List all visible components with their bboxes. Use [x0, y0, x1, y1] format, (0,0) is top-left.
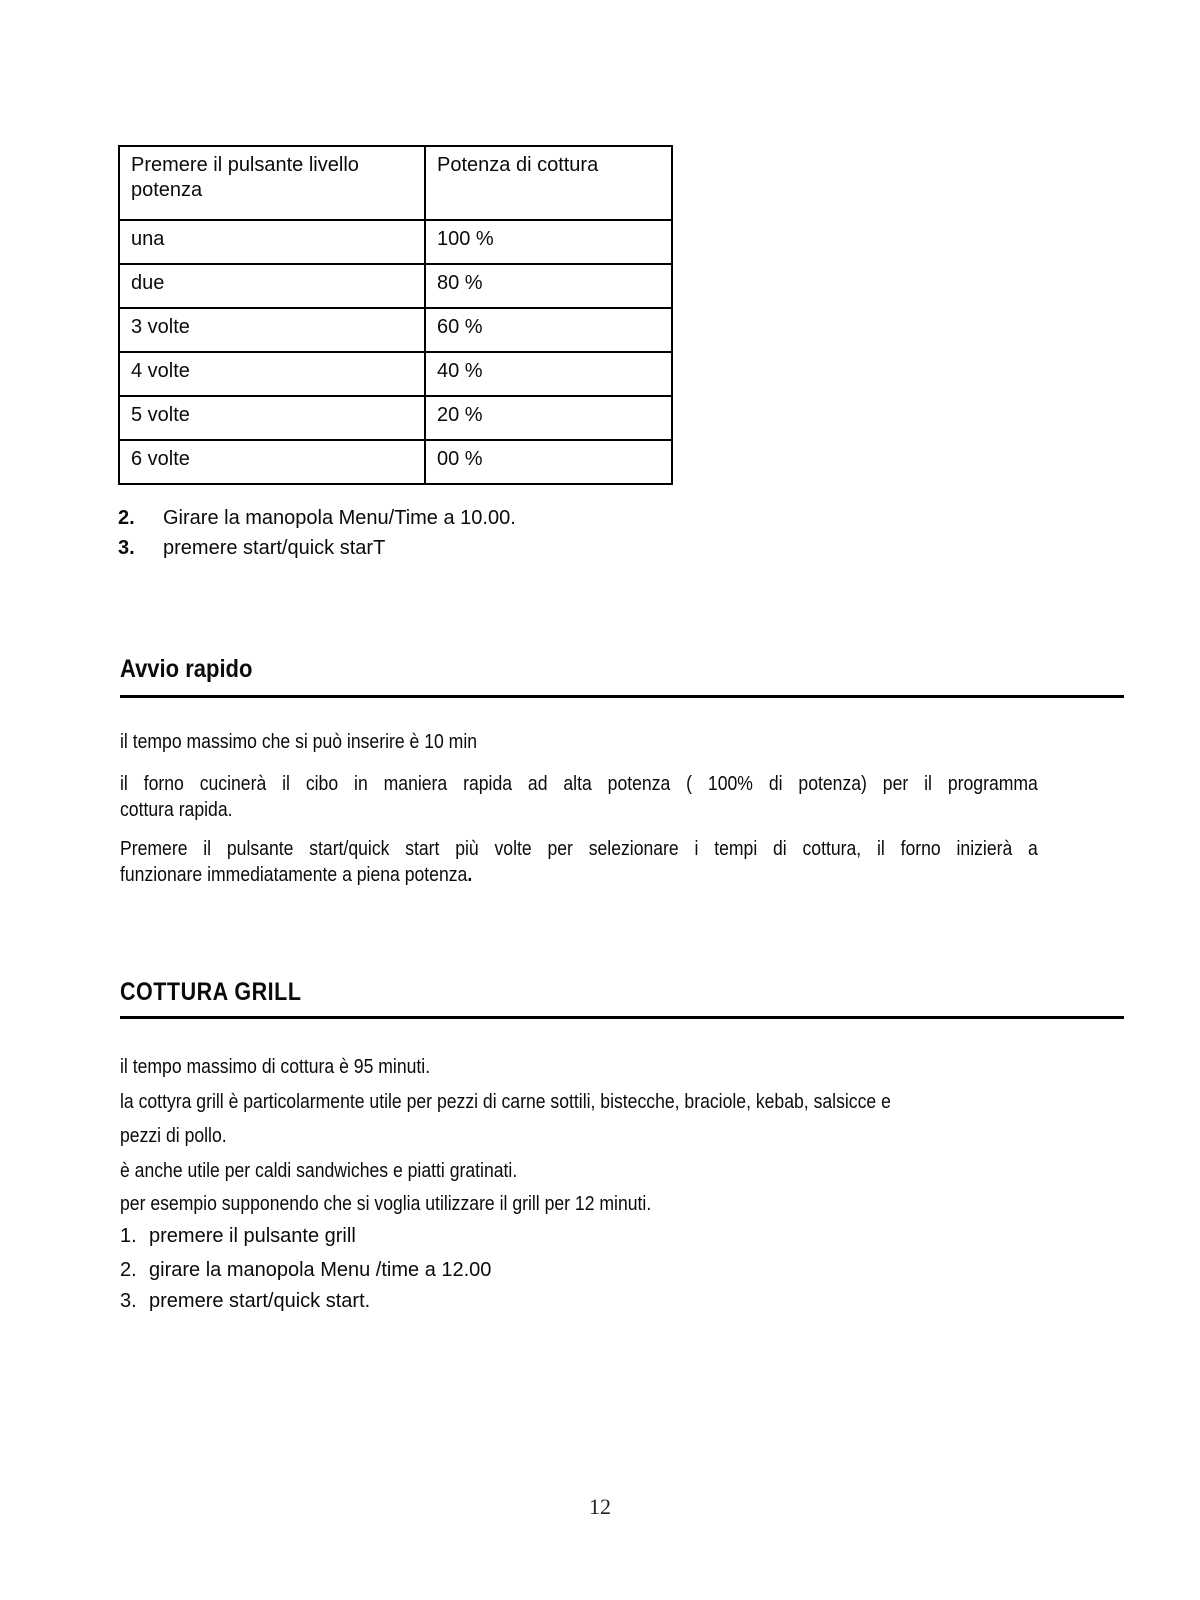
table-cell: una — [119, 220, 425, 264]
step-text: premere il pulsante grill — [149, 1225, 356, 1247]
table-header-cell: Potenza di cottura — [425, 146, 672, 220]
step-text: Girare la manopola Menu/Time a 10.00. — [163, 507, 516, 529]
step-item — [120, 1289, 370, 1313]
paragraph-line: Premere il pulsante start/quick start più volte per selezionare i tempi di cottura, il forno inizierà a — [120, 838, 1038, 860]
step-number: 3. — [118, 537, 135, 559]
table-header-cell: Premere il pulsante livello potenza — [119, 146, 425, 220]
section-rule — [120, 1016, 1124, 1019]
table-row — [119, 396, 672, 440]
step-text: premere start/quick starT — [163, 537, 386, 559]
step-number: 1. — [120, 1225, 137, 1247]
table-cell: 40 % — [425, 352, 672, 396]
step-text: girare la manopola Menu /time a 12.00 — [149, 1259, 492, 1281]
step-item — [118, 506, 516, 530]
table-cell: due — [119, 264, 425, 308]
step-item — [120, 1224, 356, 1248]
paragraph-line: il tempo massimo di cottura è 95 minuti. — [120, 1056, 431, 1078]
paragraph-line: pezzi di pollo. — [120, 1125, 227, 1147]
step-number: 2. — [118, 507, 135, 529]
table-cell: 6 volte — [119, 440, 425, 484]
paragraph-line: il forno cucinerà il cibo in maniera rapida ad alta potenza ( 100% di potenza) per il programma — [120, 773, 1038, 795]
table-cell: 3 volte — [119, 308, 425, 352]
page-number: 12 — [589, 1494, 611, 1519]
table-cell: 5 volte — [119, 396, 425, 440]
section-rule — [120, 695, 1124, 698]
section-heading-cottura-grill: COTTURA GRILL — [120, 978, 302, 1006]
table-cell: 100 % — [425, 220, 672, 264]
step-item — [118, 536, 385, 560]
paragraph-line: per esempio supponendo che si voglia utilizzare il grill per 12 minuti. — [120, 1193, 652, 1215]
table-cell: 80 % — [425, 264, 672, 308]
bold-period: . — [467, 864, 473, 886]
step-text: premere start/quick start. — [149, 1290, 371, 1312]
step-number: 2. — [120, 1259, 137, 1281]
table-row — [119, 352, 672, 396]
paragraph-text: funzionare immediatamente a piena potenza — [120, 864, 468, 886]
table-cell: 00 % — [425, 440, 672, 484]
section-heading-avvio-rapido: Avvio rapido — [120, 655, 253, 683]
table-row — [119, 440, 672, 484]
paragraph-line: la cottyra grill è particolarmente utile per pezzi di carne sottili, bistecche, braciole, kebab, salsicce e — [120, 1091, 891, 1113]
table-row — [119, 308, 672, 352]
table-cell: 4 volte — [119, 352, 425, 396]
table-cell: 20 % — [425, 396, 672, 440]
step-number: 3. — [120, 1290, 137, 1312]
paragraph-line: il tempo massimo che si può inserire è 10 min — [120, 731, 478, 753]
paragraph-line — [120, 862, 472, 888]
table-header-row — [119, 146, 672, 220]
step-item — [120, 1258, 491, 1282]
paragraph-line: è anche utile per caldi sandwiches e piatti gratinati. — [120, 1160, 518, 1182]
table-row — [119, 264, 672, 308]
paragraph-line: cottura rapida. — [120, 799, 233, 821]
table-row — [119, 220, 672, 264]
power-table — [118, 145, 673, 485]
table-cell: 60 % — [425, 308, 672, 352]
